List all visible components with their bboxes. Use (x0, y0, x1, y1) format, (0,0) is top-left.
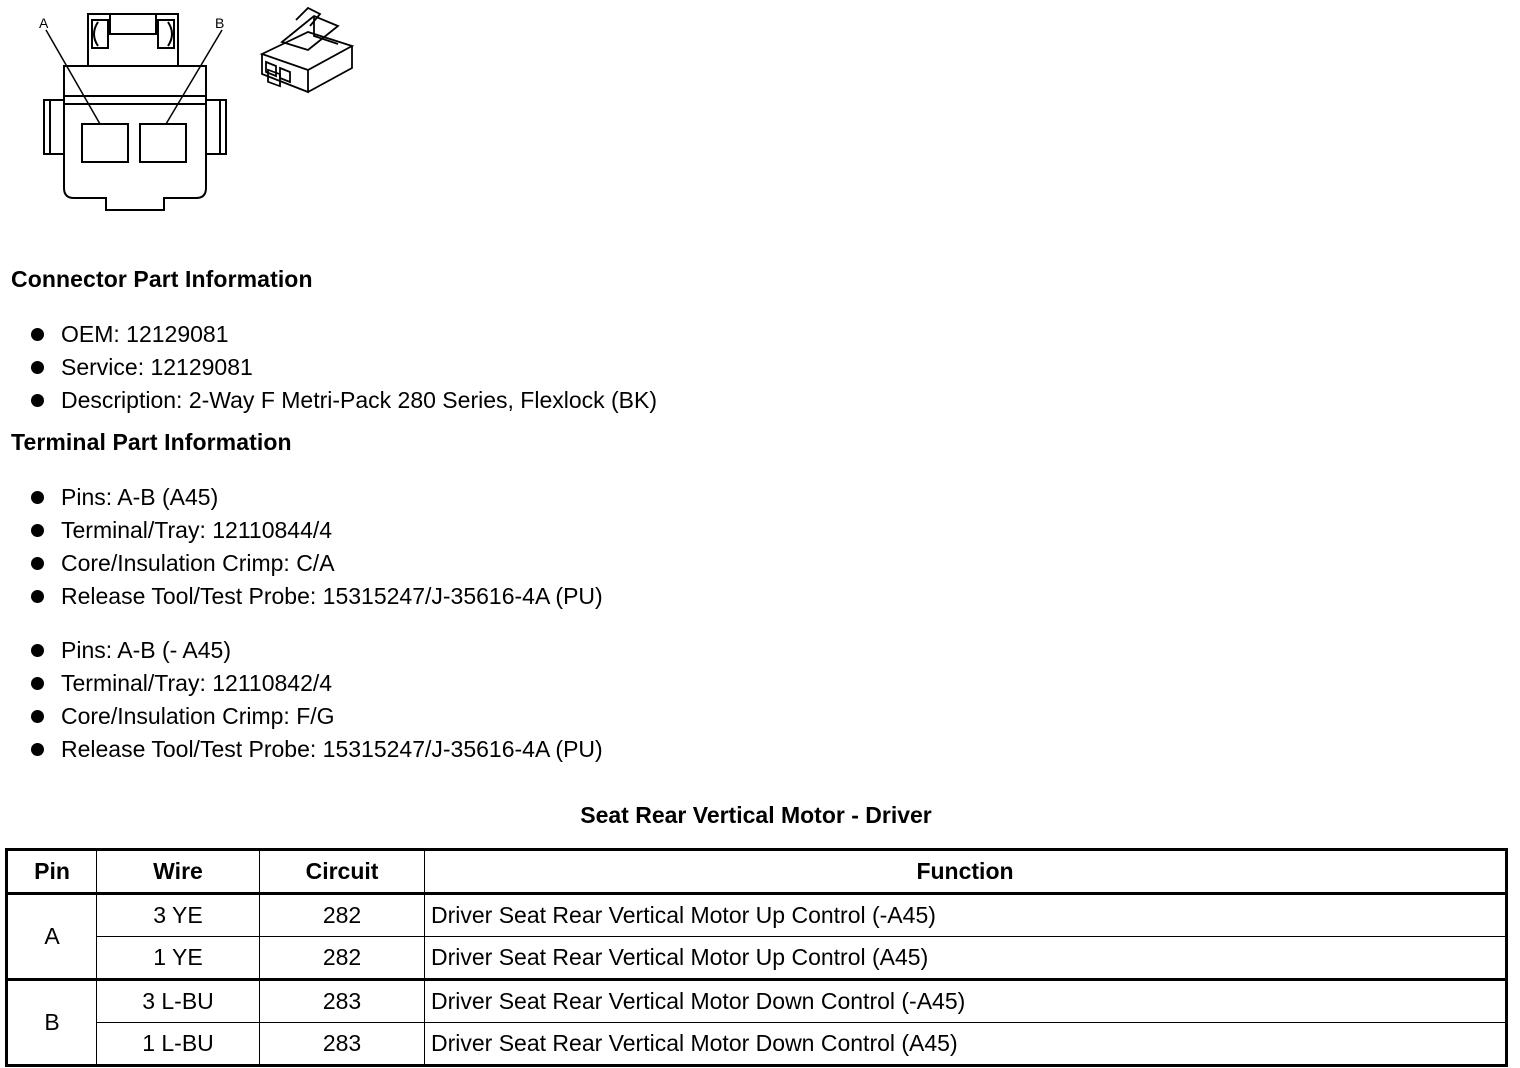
bullet-icon (31, 361, 44, 374)
terminal-part-info-heading: Terminal Part Information (11, 429, 292, 455)
table-row (7, 894, 1507, 937)
bullet-icon (31, 491, 44, 504)
function-cell: Driver Seat Rear Vertical Motor Up Control (A45) (425, 937, 1507, 980)
bullet-icon (31, 743, 44, 756)
list-item: OEM: 12129081 (0, 318, 657, 351)
header-wire: Wire (97, 850, 260, 894)
table-row (7, 1023, 1507, 1066)
circuit-cell: 283 (260, 1023, 425, 1066)
bullet-icon (31, 710, 44, 723)
circuit-cell: 282 (260, 937, 425, 980)
header-circuit: Circuit (260, 850, 425, 894)
table-row (7, 937, 1507, 980)
circuit-cell: 283 (260, 980, 425, 1023)
table-row (7, 980, 1507, 1023)
function-cell: Driver Seat Rear Vertical Motor Up Control (-A45) (425, 894, 1507, 937)
wire-cell: 3 YE (97, 894, 260, 937)
pin-cell: B (7, 980, 97, 1066)
header-function: Function (425, 850, 1507, 894)
list-item: Service: 12129081 (0, 351, 657, 384)
bullet-icon (31, 557, 44, 570)
table-header-row (7, 850, 1507, 894)
bullet-icon (31, 590, 44, 603)
table-title: Seat Rear Vertical Motor - Driver (580, 802, 932, 828)
terminal-part-info-list-2 (0, 634, 603, 766)
bullet-icon (31, 328, 44, 341)
bullet-icon (31, 644, 44, 657)
bullet-icon (31, 394, 44, 407)
bullet-icon (31, 524, 44, 537)
list-item: Description: 2-Way F Metri-Pack 280 Series, Flexlock (BK) (0, 384, 657, 417)
function-cell: Driver Seat Rear Vertical Motor Down Control (-A45) (425, 980, 1507, 1023)
circuit-cell: 282 (260, 894, 425, 937)
header-pin: Pin (7, 850, 97, 894)
terminal-part-info-list-1 (0, 481, 603, 613)
list-item: Core/Insulation Crimp: F/G (0, 700, 603, 733)
wire-cell: 3 L-BU (97, 980, 260, 1023)
wire-cell: 1 YE (97, 937, 260, 980)
list-item: Release Tool/Test Probe: 15315247/J-35616-4A (PU) (0, 733, 603, 766)
pin-cell: A (7, 894, 97, 980)
list-item: Pins: A-B (- A45) (0, 634, 603, 667)
connector-isometric-icon (252, 2, 362, 94)
list-item: Core/Insulation Crimp: C/A (0, 547, 603, 580)
connector-part-info-list (0, 318, 657, 417)
function-cell: Driver Seat Rear Vertical Motor Down Control (A45) (425, 1023, 1507, 1066)
list-item: Terminal/Tray: 12110844/4 (0, 514, 603, 547)
pinout-table (5, 848, 1508, 1067)
pin-label-a: A (39, 15, 49, 31)
pin-label-b: B (215, 15, 225, 31)
wire-cell: 1 L-BU (97, 1023, 260, 1066)
list-item: Release Tool/Test Probe: 15315247/J-35616-4A (PU) (0, 580, 603, 613)
bullet-icon (31, 677, 44, 690)
list-item: Pins: A-B (A45) (0, 481, 603, 514)
connector-part-info-heading: Connector Part Information (11, 266, 313, 292)
list-item: Terminal/Tray: 12110842/4 (0, 667, 603, 700)
connector-face-icon (30, 8, 240, 218)
